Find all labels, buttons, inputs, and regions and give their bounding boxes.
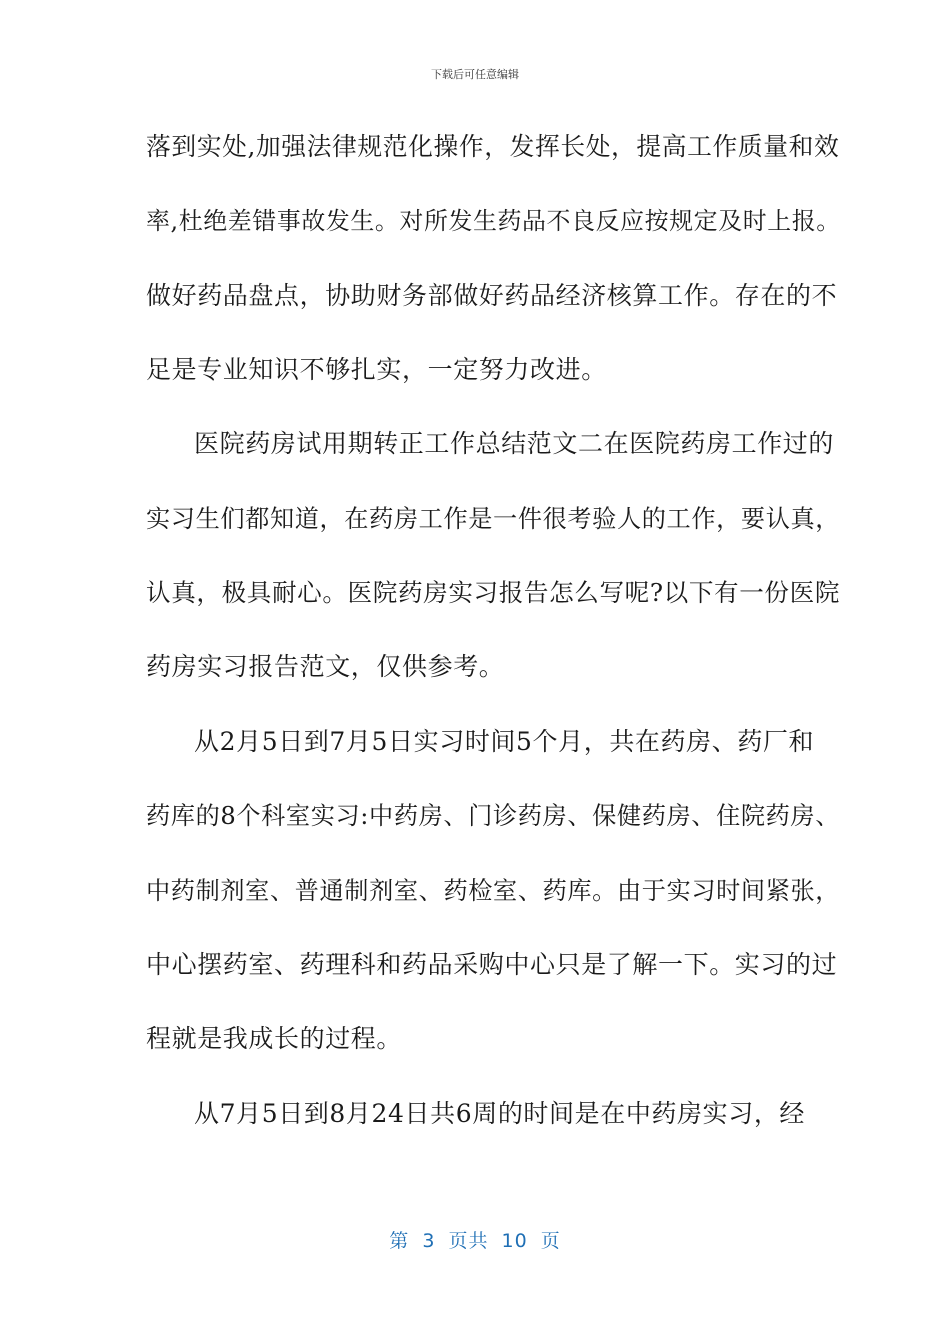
text-line: 认真，极具耐心。医院药房实习报告怎么写呢?以下有一份医院 — [146, 578, 841, 607]
text-line: 率,杜绝差错事故发生。对所发生药品不良反应按规定及时上报。 — [146, 207, 841, 235]
page-header: 下载后可任意编辑 — [431, 68, 519, 81]
paragraph-start-line: 医院药房试用期转正工作总结范文二在医院药房工作过的 — [194, 429, 835, 458]
text-line: 实习生们都知道，在药房工作是一件很考验人的工作，要认真， — [146, 505, 841, 533]
page-number-footer: 第 3 页共 10 页 — [389, 1230, 561, 1252]
text-line: 中心摆药室、药理科和药品采购中心只是了解一下。实习的过 — [146, 950, 838, 979]
text-line: 程就是我成长的过程。 — [146, 1024, 403, 1053]
text-line: 药库的8个科室实习:中药房、门诊药房、保健药房、住院药房、 — [146, 802, 841, 830]
text-line: 足是专业知识不够扎实，一定努力改进。 — [146, 355, 607, 384]
paragraph-start-line: 从2月5日到7月5日实习时间5个月，共在药房、药厂和 — [194, 727, 815, 756]
paragraph-start-line: 从7月5日到8月24日共6周的时间是在中药房实习，经 — [194, 1099, 806, 1128]
text-line: 落到实处,加强法律规范化操作，发挥长处，提高工作质量和效 — [146, 132, 840, 161]
text-line: 药房实习报告范文，仅供参考。 — [146, 652, 505, 681]
text-line: 做好药品盘点，协助财务部做好药品经济核算工作。存在的不 — [146, 281, 838, 310]
text-line: 中药制剂室、普通制剂室、药检室、药库。由于实习时间紧张， — [146, 877, 841, 905]
